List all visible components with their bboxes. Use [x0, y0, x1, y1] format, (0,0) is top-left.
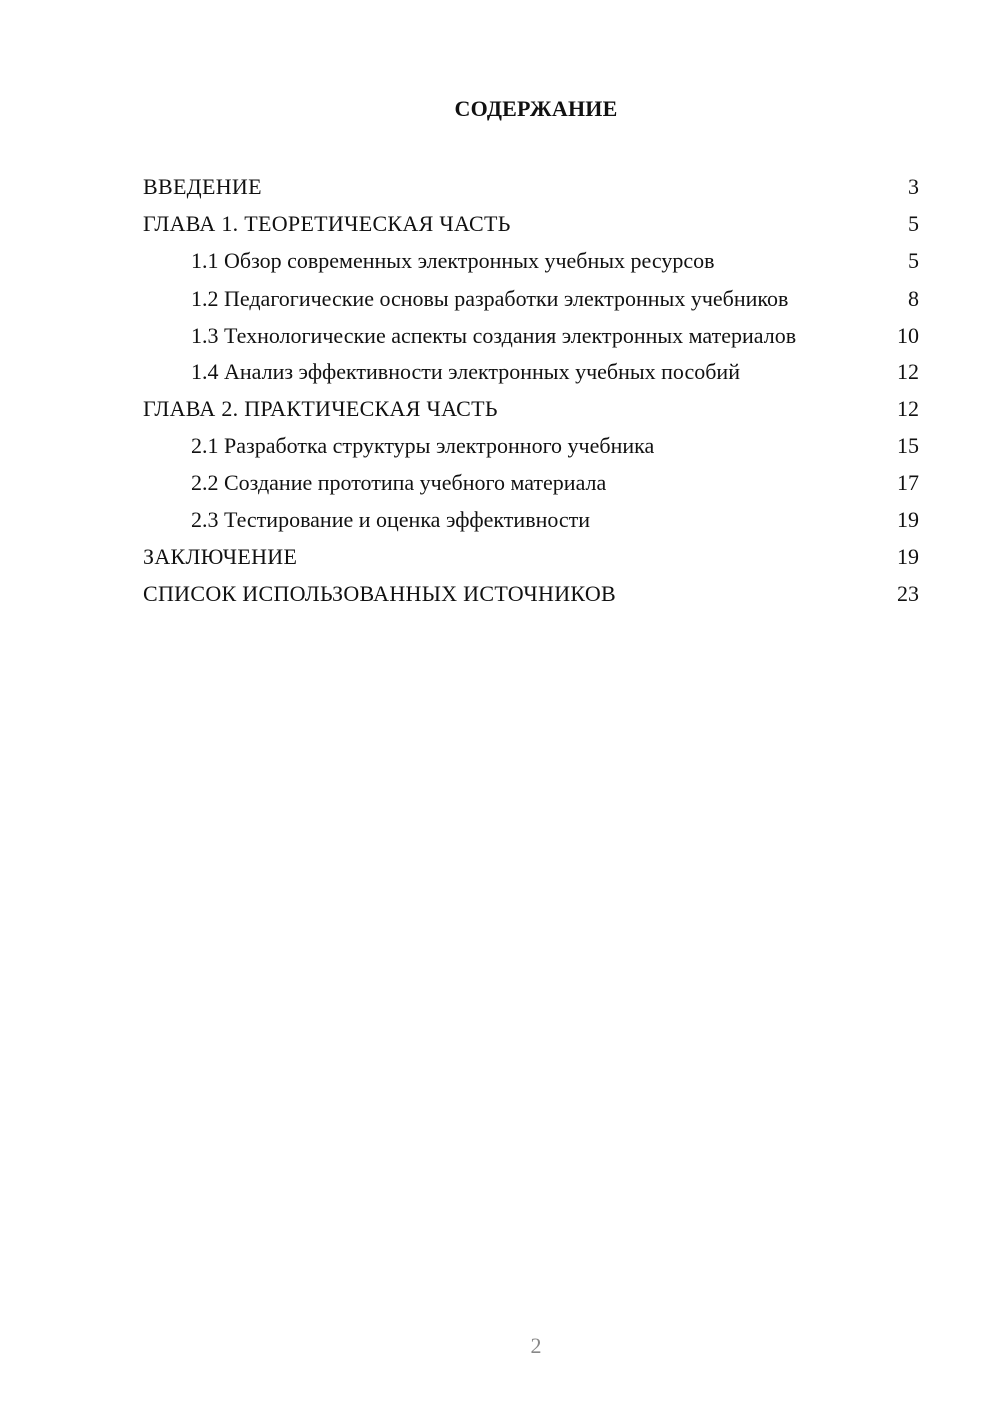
toc-entry-text: ГЛАВА 1. ТЕОРЕТИЧЕСКАЯ ЧАСТЬ — [143, 211, 511, 236]
toc-entry-introduction[interactable] — [143, 168, 919, 205]
toc-entry-page: 3 — [908, 174, 919, 199]
toc-entry-page: 5 — [908, 211, 919, 236]
toc-entry-page: 15 — [897, 433, 919, 458]
toc-entry-text: 1.2 Педагогические основы разработки электронных учебников — [191, 286, 789, 311]
toc-entry-text: ЗАКЛЮЧЕНИЕ — [143, 544, 298, 569]
toc-entry-chapter-2[interactable] — [143, 390, 919, 427]
toc-entry-conclusion[interactable] — [143, 538, 919, 575]
toc-title: СОДЕРЖАНИЕ — [454, 96, 618, 121]
toc-entry-section-1-2[interactable] — [143, 279, 919, 316]
toc-entry-page: 23 — [897, 581, 919, 606]
toc-entry-references[interactable] — [143, 575, 919, 612]
toc-entry-text: СПИСОК ИСПОЛЬЗОВАННЫХ ИСТОЧНИКОВ — [143, 581, 616, 606]
toc-entry-text: 2.2 Создание прототипа учебного материала — [191, 470, 607, 495]
toc-entry-text: 1.1 Обзор современных электронных учебных ресурсов — [191, 248, 715, 273]
toc-entry-page: 12 — [897, 396, 919, 421]
toc-entry-section-2-1[interactable] — [143, 427, 919, 464]
toc-entry-page: 12 — [897, 359, 919, 384]
toc-entry-page: 8 — [908, 286, 919, 311]
table-of-contents — [143, 168, 919, 612]
toc-entry-section-1-3[interactable] — [143, 316, 919, 353]
toc-entry-text: 2.3 Тестирование и оценка эффективности — [191, 507, 591, 532]
toc-entry-section-2-3[interactable] — [143, 501, 919, 538]
toc-entry-text: 2.1 Разработка структуры электронного учебника — [191, 433, 655, 458]
toc-entry-page: 10 — [897, 323, 919, 348]
toc-entry-chapter-1[interactable] — [143, 205, 919, 242]
toc-entry-section-1-4[interactable] — [143, 353, 919, 390]
toc-entry-text: 1.3 Технологические аспекты создания электронных материалов — [191, 323, 797, 348]
toc-entry-section-1-1[interactable] — [143, 242, 919, 279]
toc-entry-page: 19 — [897, 544, 919, 569]
toc-entry-page: 5 — [908, 248, 919, 273]
page-number: 2 — [530, 1333, 542, 1358]
toc-entry-text: 1.4 Анализ эффективности электронных учебных пособий — [191, 359, 740, 384]
toc-entry-section-2-2[interactable] — [143, 464, 919, 501]
toc-entry-page: 17 — [897, 470, 919, 495]
toc-entry-page: 19 — [897, 507, 919, 532]
toc-entry-text: ГЛАВА 2. ПРАКТИЧЕСКАЯ ЧАСТЬ — [143, 396, 498, 421]
toc-entry-text: ВВЕДЕНИЕ — [143, 174, 262, 199]
